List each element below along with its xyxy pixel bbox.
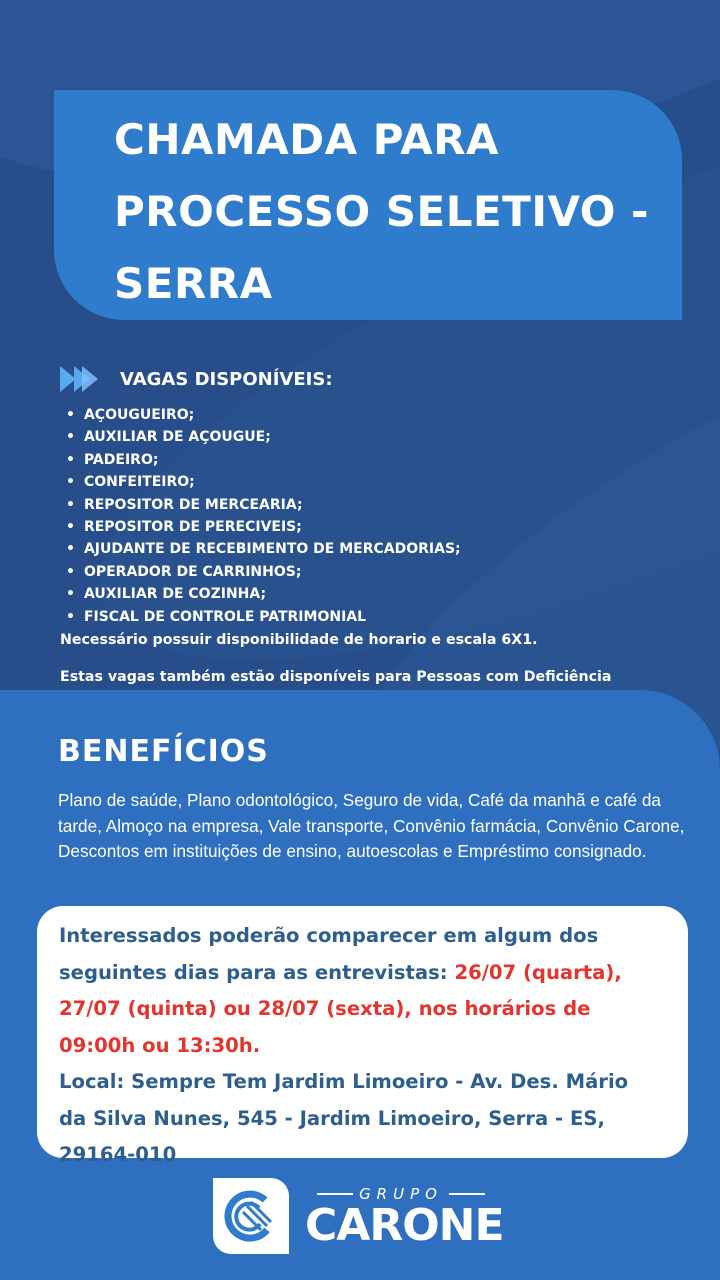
carone-logo-icon — [213, 1178, 289, 1254]
list-item: • OPERADOR DE CARRINHOS; — [66, 561, 461, 583]
title-line: CHAMADA PARA — [114, 115, 500, 164]
title-line: PROCESSO SELETIVO - — [114, 187, 649, 236]
info-line — [59, 955, 675, 992]
vagas-list — [66, 404, 461, 628]
list-item: • CONFEITEIRO; — [66, 471, 461, 493]
list-item: • AJUDANTE DE RECEBIMENTO DE MERCADORIAS; — [66, 538, 461, 560]
interview-dates: 27/07 (quinta) ou 28/07 (sexta), nos horários de — [59, 997, 591, 1020]
pcd-note: Estas vagas também estão disponíveis para Pessoas com Deficiência — [60, 669, 612, 685]
schedule-note: Necessário possuir disponibilidade de horario e escala 6X1. — [60, 632, 538, 648]
interview-times: 09:00h ou 13:30h. — [59, 1033, 261, 1057]
vagas-header — [60, 364, 333, 394]
grupo-carone-logo — [213, 1178, 503, 1256]
interview-info-box — [37, 906, 688, 1166]
list-item: • PADEIRO; — [66, 449, 461, 471]
info-line: Interessados poderão comparecer em algum dos — [59, 924, 599, 947]
location-line: da Silva Nunes, 545 - Jardim Limoeiro, Serra - ES, — [59, 1106, 605, 1130]
list-item: • AUXILIAR DE AÇOUGUE; — [66, 426, 461, 448]
info-line-part: seguintes dias para as entrevistas: — [59, 960, 455, 984]
double-arrow-icon — [60, 364, 102, 394]
list-item: • AUXILIAR DE COZINHA; — [66, 583, 461, 605]
interview-info-text — [59, 918, 675, 1174]
list-item: • AÇOUGUEIRO; — [66, 404, 461, 426]
list-item: • REPOSITOR DE PERECIVEIS; — [66, 516, 461, 538]
vagas-label: VAGAS DISPONÍVEIS: — [120, 368, 333, 390]
benefits-title: BENEFÍCIOS — [58, 734, 269, 769]
logo-carone-text: CARONE — [305, 1200, 504, 1251]
list-item: • REPOSITOR DE MERCEARIA; — [66, 494, 461, 516]
benefits-text: Plano de saúde, Plano odontológico, Seguro de vida, Café da manhã e café da tarde, Almoço na empresa, Vale transporte, Convênio farmácia, Convênio Carone, Descontos em instituições de ensino, autoescolas e Empréstimo consignado. — [58, 790, 685, 861]
list-item: • FISCAL DE CONTROLE PATRIMONIAL — [66, 606, 461, 628]
title-line: SERRA — [114, 259, 273, 308]
location-line: 29164-010 — [59, 1143, 177, 1166]
location-line: Local: Sempre Tem Jardim Limoeiro - Av. Des. Mário — [59, 1070, 629, 1093]
logo-grupo-text: GRUPO — [311, 1184, 491, 1204]
page-title — [114, 104, 674, 320]
interview-date-highlight: 26/07 (quarta), — [454, 960, 622, 984]
